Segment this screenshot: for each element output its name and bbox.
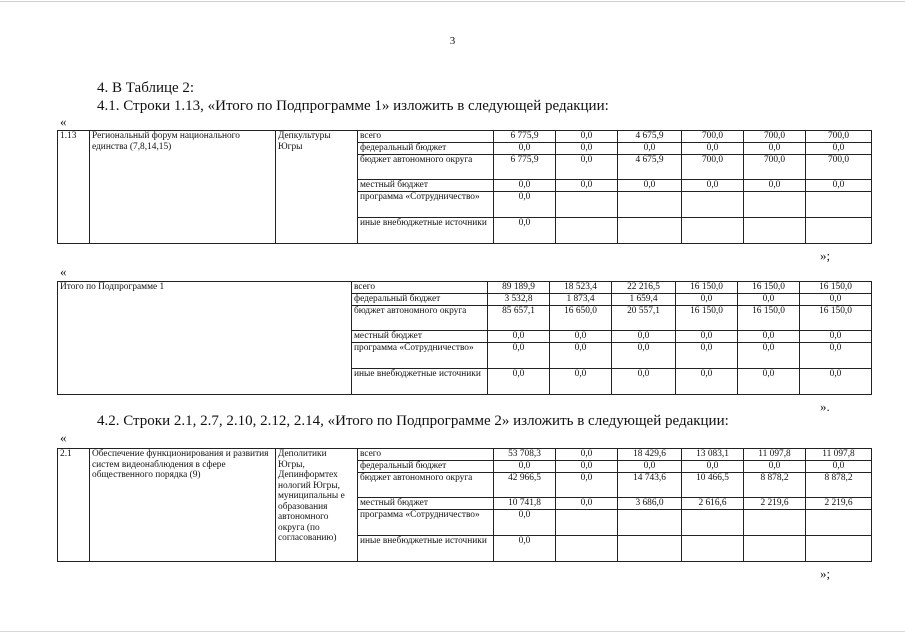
value-cell (618, 536, 682, 562)
value-cell: 0,0 (800, 343, 872, 369)
value-cell: 0,0 (556, 143, 618, 155)
value-cell: 0,0 (612, 369, 676, 395)
value-cell: 89 189,9 (488, 282, 550, 294)
value-cell: 0,0 (488, 369, 550, 395)
value-cell: 700,0 (682, 131, 744, 143)
heading-4-2: 4.2. Строки 2.1, 2.7, 2.10, 2.12, 2.14, «Итого по Подпрограмме 2» изложить в следующей редакции: (97, 413, 729, 429)
value-cell: 0,0 (682, 180, 744, 192)
value-cell (806, 510, 872, 536)
value-cell: 0,0 (682, 143, 744, 155)
value-cell (556, 218, 618, 244)
value-cell: 0,0 (682, 461, 744, 473)
value-cell: 3 686,0 (618, 498, 682, 510)
value-cell: 0,0 (618, 461, 682, 473)
value-cell: 0,0 (744, 143, 806, 155)
value-cell: 2 616,6 (682, 498, 744, 510)
source-label: бюджет автономного округа (352, 306, 488, 331)
value-cell: 700,0 (806, 155, 872, 180)
value-cell: 0,0 (800, 369, 872, 395)
row-number: 2.1 (58, 449, 90, 562)
value-cell: 0,0 (806, 461, 872, 473)
value-cell: 22 216,5 (612, 282, 676, 294)
value-cell: 0,0 (494, 461, 556, 473)
value-cell: 2 219,6 (744, 498, 806, 510)
executor: Депкультуры Югры (276, 131, 358, 244)
value-cell: 0,0 (738, 294, 800, 306)
value-cell: 0,0 (744, 461, 806, 473)
source-label: иные внебюджетные источники (358, 218, 494, 244)
value-cell: 0,0 (494, 192, 556, 218)
value-cell: 700,0 (806, 131, 872, 143)
subtotal-name: Итого по Подпрограмме 1 (58, 282, 352, 395)
value-cell: 16 150,0 (676, 306, 738, 331)
quote-open-2: « (60, 264, 67, 279)
value-cell (682, 536, 744, 562)
value-cell: 0,0 (738, 331, 800, 343)
value-cell: 13 083,1 (682, 449, 744, 461)
value-cell: 85 657,1 (488, 306, 550, 331)
value-cell: 1 873,4 (550, 294, 612, 306)
source-label: всего (352, 282, 488, 294)
table-row-2-1 (57, 448, 872, 562)
value-cell: 0,0 (806, 180, 872, 192)
heading-4-1: 4.1. Строки 1.13, «Итого по Подпрограмме 1» изложить в следующей редакции: (97, 98, 609, 114)
value-cell: 2 219,6 (806, 498, 872, 510)
value-cell: 53 708,3 (494, 449, 556, 461)
quote-close-3: »; (820, 566, 831, 581)
value-cell: 0,0 (800, 331, 872, 343)
value-cell (744, 536, 806, 562)
value-cell: 0,0 (800, 294, 872, 306)
table-row (58, 131, 872, 143)
value-cell: 0,0 (556, 473, 618, 498)
source-label: программа «Сотрудничество» (352, 343, 488, 369)
value-cell: 6 775,9 (494, 155, 556, 180)
value-cell: 0,0 (738, 369, 800, 395)
value-cell (618, 192, 682, 218)
value-cell: 11 097,8 (744, 449, 806, 461)
value-cell: 4 675,9 (618, 155, 682, 180)
value-cell: 0,0 (744, 180, 806, 192)
value-cell: 0,0 (556, 180, 618, 192)
heading-main: 4. В Таблице 2: (97, 80, 195, 96)
value-cell: 0,0 (494, 180, 556, 192)
source-label: программа «Сотрудничество» (358, 510, 494, 536)
value-cell: 4 675,9 (618, 131, 682, 143)
source-label: федеральный бюджет (358, 461, 494, 473)
value-cell: 0,0 (618, 180, 682, 192)
value-cell: 0,0 (806, 143, 872, 155)
value-cell: 0,0 (556, 461, 618, 473)
source-label: федеральный бюджет (358, 143, 494, 155)
value-cell: 0,0 (676, 331, 738, 343)
page-number: 3 (449, 35, 456, 47)
value-cell: 700,0 (744, 131, 806, 143)
value-cell: 0,0 (488, 331, 550, 343)
value-cell: 0,0 (550, 343, 612, 369)
value-cell: 0,0 (738, 343, 800, 369)
value-cell: 18 429,6 (618, 449, 682, 461)
activity-name: Региональный форум национального единства (7,8,14,15) (90, 131, 276, 244)
value-cell (618, 510, 682, 536)
value-cell (682, 218, 744, 244)
value-cell (556, 536, 618, 562)
value-cell: 6 775,9 (494, 131, 556, 143)
value-cell: 14 743,6 (618, 473, 682, 498)
value-cell: 0,0 (494, 218, 556, 244)
value-cell: 10 741,8 (494, 498, 556, 510)
table-subtotal-1 (57, 281, 872, 395)
value-cell: 0,0 (550, 331, 612, 343)
executor: Деполитики Югры, Депинформтех нологий Югры, муниципальны е образования автономного округа (по согласованию) (276, 449, 358, 562)
value-cell: 0,0 (494, 536, 556, 562)
value-cell: 3 532,8 (488, 294, 550, 306)
value-cell (806, 218, 872, 244)
source-label: всего (358, 131, 494, 143)
value-cell: 16 650,0 (550, 306, 612, 331)
value-cell: 0,0 (494, 143, 556, 155)
value-cell: 11 097,8 (806, 449, 872, 461)
value-cell (556, 510, 618, 536)
value-cell: 16 150,0 (800, 306, 872, 331)
value-cell: 16 150,0 (738, 282, 800, 294)
value-cell (744, 192, 806, 218)
quote-close-1: »; (820, 248, 831, 263)
source-label: всего (358, 449, 494, 461)
source-label: бюджет автономного округа (358, 473, 494, 498)
value-cell (806, 192, 872, 218)
table-row (58, 449, 872, 461)
source-label: местный бюджет (358, 498, 494, 510)
value-cell: 42 966,5 (494, 473, 556, 498)
value-cell (682, 510, 744, 536)
scan-edge-top (0, 1, 905, 2)
source-label: местный бюджет (352, 331, 488, 343)
source-label: программа «Сотрудничество» (358, 192, 494, 218)
quote-open-1: « (60, 114, 67, 129)
value-cell: 0,0 (556, 449, 618, 461)
value-cell: 700,0 (744, 155, 806, 180)
value-cell: 0,0 (556, 155, 618, 180)
value-cell (806, 536, 872, 562)
value-cell (682, 192, 744, 218)
value-cell (618, 218, 682, 244)
scan-edge-bottom (0, 631, 905, 632)
source-label: местный бюджет (358, 180, 494, 192)
quote-close-2: ». (820, 399, 830, 414)
value-cell: 0,0 (612, 343, 676, 369)
value-cell: 0,0 (550, 369, 612, 395)
source-label: иные внебюджетные источники (358, 536, 494, 562)
row-number: 1.13 (58, 131, 90, 244)
value-cell: 0,0 (556, 131, 618, 143)
value-cell: 8 878,2 (744, 473, 806, 498)
value-cell: 1 659,4 (612, 294, 676, 306)
activity-name: Обеспечение функционирования и развития систем видеонаблюдения в сфере общественного порядка (9) (90, 449, 276, 562)
source-label: федеральный бюджет (352, 294, 488, 306)
value-cell: 0,0 (494, 510, 556, 536)
value-cell: 20 557,1 (612, 306, 676, 331)
value-cell: 10 466,5 (682, 473, 744, 498)
value-cell: 16 150,0 (800, 282, 872, 294)
value-cell: 0,0 (488, 343, 550, 369)
value-cell: 700,0 (682, 155, 744, 180)
value-cell: 16 150,0 (676, 282, 738, 294)
value-cell (744, 510, 806, 536)
value-cell: 0,0 (556, 498, 618, 510)
source-label: бюджет автономного округа (358, 155, 494, 180)
value-cell: 0,0 (612, 331, 676, 343)
value-cell: 8 878,2 (806, 473, 872, 498)
value-cell: 0,0 (676, 343, 738, 369)
value-cell: 18 523,4 (550, 282, 612, 294)
table-row (58, 282, 872, 294)
value-cell: 0,0 (676, 369, 738, 395)
table-row-1-13 (57, 130, 872, 244)
value-cell: 16 150,0 (738, 306, 800, 331)
value-cell: 0,0 (676, 294, 738, 306)
quote-open-3: « (60, 430, 67, 445)
value-cell (744, 218, 806, 244)
value-cell (556, 192, 618, 218)
value-cell: 0,0 (618, 143, 682, 155)
source-label: иные внебюджетные источники (352, 369, 488, 395)
